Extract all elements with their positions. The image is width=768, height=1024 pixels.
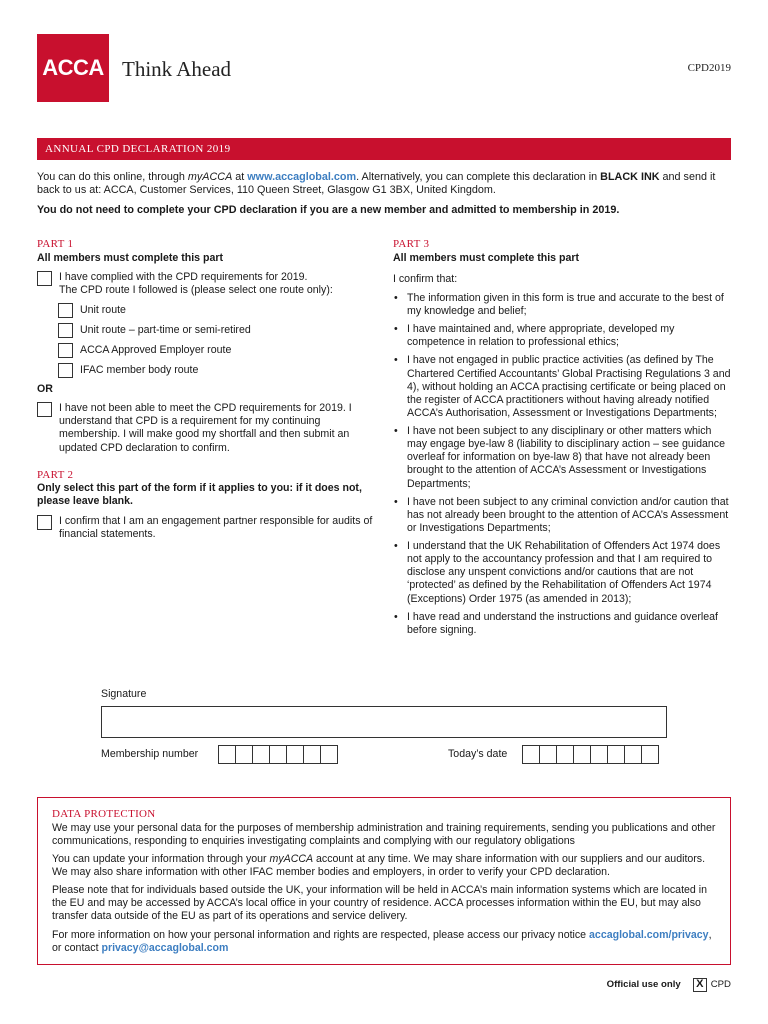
confirmation-list xyxy=(393,292,733,637)
tagline: Think Ahead xyxy=(122,57,232,81)
list-item: • I have maintained and, where appropriate, developed my competence in relation to professional ethics; xyxy=(393,323,733,349)
todays-date-field[interactable] xyxy=(522,745,658,764)
list-item: • I understand that the UK Rehabilitation of Offenders Act 1974 does not apply to the accountancy profession and that I am required to disclose any unspent convictions and/or cautions that are not ‘protected’ as defined by the Rehabilitation of Offenders Act 1974 (Exceptions) Order 1975 (as amended in 2013); xyxy=(393,540,733,606)
route-ifac: IFAC member body route xyxy=(58,363,377,378)
digit-box[interactable] xyxy=(235,745,253,764)
document-code: CPD2019 xyxy=(687,62,731,74)
part2-title: PART 2 xyxy=(37,468,74,481)
digit-box[interactable] xyxy=(607,745,625,764)
new-member-note: You do not need to complete your CPD declaration if you are a new member and admitted to membership in 2019. xyxy=(37,203,620,216)
dp-paragraph: Please note that for individuals based outside the UK, your information will be held in ACCA’s main information systems which are located in the EU and may be accessed by ACCA’s local office in your country of residence. ACCA processes information within the EU, but may also transfer data outside of the EU as part of its operations and service delivery. xyxy=(52,884,707,923)
logo-text: ACCA xyxy=(42,55,104,81)
accaglobal-link[interactable]: www.accaglobal.com xyxy=(247,171,357,183)
digit-box[interactable] xyxy=(522,745,540,764)
digit-box[interactable] xyxy=(590,745,608,764)
digit-box[interactable] xyxy=(218,745,236,764)
membership-number-label: Membership number xyxy=(101,748,199,760)
dp-paragraph: For more information on how your personal information and rights are respected, please access our privacy notice accaglobal.com/privacy, or contact privacy@accaglobal.com xyxy=(52,928,712,954)
dp-paragraph: We may use your personal data for the purposes of membership administration and training requirements, sending you publications and other communications, responding to enquiries investigating complaints and complying with our regulatory obligations xyxy=(52,821,716,847)
approved-employer-checkbox[interactable] xyxy=(58,343,73,358)
part2-engagement-option: I confirm that I am an engagement partner responsible for audits of financial statements. xyxy=(37,515,377,541)
digit-box[interactable] xyxy=(624,745,642,764)
list-item: • The information given in this form is true and accurate to the best of my knowledge and belief; xyxy=(393,292,733,318)
left-column xyxy=(37,238,377,541)
official-use-checkbox: X xyxy=(693,978,707,992)
list-item: • I have not been subject to any criminal conviction and/or caution that has not already been brought to the attention of ACCA’s Assessment or Investigations Departments; xyxy=(393,496,733,535)
part1-not-met-option: I have not been able to meet the CPD requirements for 2019. I understand that CPD is a requirement for my continuing membership. I will make good my shortfall and then submit an updated CPD declaration to confirm. xyxy=(37,402,377,455)
signature-field[interactable] xyxy=(101,706,667,738)
digit-box[interactable] xyxy=(539,745,557,764)
intro-paragraph: You can do this online, through myACCA at www.accaglobal.com. Alternatively, you can complete this declaration in BLACK INK and send it back to us at: ACCA, Customer Services, 110 Queen Street, Glasgow G1 3BX, United Kingdom. xyxy=(37,171,716,197)
unit-route-checkbox[interactable] xyxy=(58,303,73,318)
route-unit-part-time: Unit route – part-time or semi-retired xyxy=(58,323,377,338)
route-unit: Unit route xyxy=(58,303,377,318)
list-item: • I have not been subject to any disciplinary or other matters which may engage bye-law 8 (liability to disciplinary action – see guidance overleaf for information on bye-law 8) that have not already been brought to the attention of ACCA’s Assessment or Investigations Departments; xyxy=(393,425,733,491)
digit-box[interactable] xyxy=(286,745,304,764)
part3-title: PART 3 xyxy=(393,238,430,250)
intro xyxy=(37,171,737,223)
privacy-link[interactable]: accaglobal.com/privacy xyxy=(589,928,709,941)
list-item: • I have read and understand the instructions and guidance overleaf before signing. xyxy=(393,611,733,637)
official-use xyxy=(607,978,731,992)
not-met-checkbox[interactable] xyxy=(37,402,52,417)
digit-box[interactable] xyxy=(320,745,338,764)
official-use-label: Official use only xyxy=(606,979,681,991)
acca-logo xyxy=(37,34,109,102)
list-item: • I have not engaged in public practice activities (as defined by The Chartered Certified Accountants’ Global Practising Regulations 3 and 4), without holding an ACCA practising certificate or being placed on the register of ACCA practitioners without having already notified ACCA’s Authorisation, Assessment or Investigations Departments; xyxy=(393,354,733,420)
part3-intro: I confirm that: xyxy=(393,272,458,285)
digit-box[interactable] xyxy=(269,745,287,764)
or-separator: OR xyxy=(37,383,53,395)
part1-title: PART 1 xyxy=(37,238,74,250)
unit-route-part-time-checkbox[interactable] xyxy=(58,323,73,338)
route-approved-employer: ACCA Approved Employer route xyxy=(58,343,377,358)
engagement-partner-checkbox[interactable] xyxy=(37,515,52,530)
membership-number-field[interactable] xyxy=(218,745,337,764)
part2-subtitle: Only select this part of the form if it applies to you: if it does not, please leave blank. xyxy=(37,482,362,508)
dp-paragraph: You can update your information through your myACCA account at any time. We may share information with our suppliers and our auditors. We may also share information with other IFAC member bodies and employers, in order to verify your CPD declaration. xyxy=(52,852,706,878)
privacy-email-link[interactable]: privacy@accaglobal.com xyxy=(101,941,229,954)
digit-box[interactable] xyxy=(556,745,574,764)
official-use-code: CPD xyxy=(710,979,731,991)
digit-box[interactable] xyxy=(303,745,321,764)
digit-box[interactable] xyxy=(573,745,591,764)
part1-subtitle: All members must complete this part xyxy=(37,251,224,264)
data-protection-title: DATA PROTECTION xyxy=(52,808,156,820)
digit-box[interactable] xyxy=(641,745,659,764)
form-title-bar: ANNUAL CPD DECLARATION 2019 xyxy=(37,138,731,160)
todays-date-label: Today’s date xyxy=(448,748,508,760)
part1-complied-option: I have complied with the CPD requirements for 2019. The CPD route I followed is (please select one route only): xyxy=(37,271,377,297)
complied-checkbox[interactable] xyxy=(37,271,52,286)
right-column xyxy=(393,238,733,642)
part3-subtitle: All members must complete this part xyxy=(393,251,580,264)
ifac-route-checkbox[interactable] xyxy=(58,363,73,378)
signature-label: Signature xyxy=(101,688,147,700)
data-protection-box xyxy=(37,797,731,965)
digit-box[interactable] xyxy=(252,745,270,764)
